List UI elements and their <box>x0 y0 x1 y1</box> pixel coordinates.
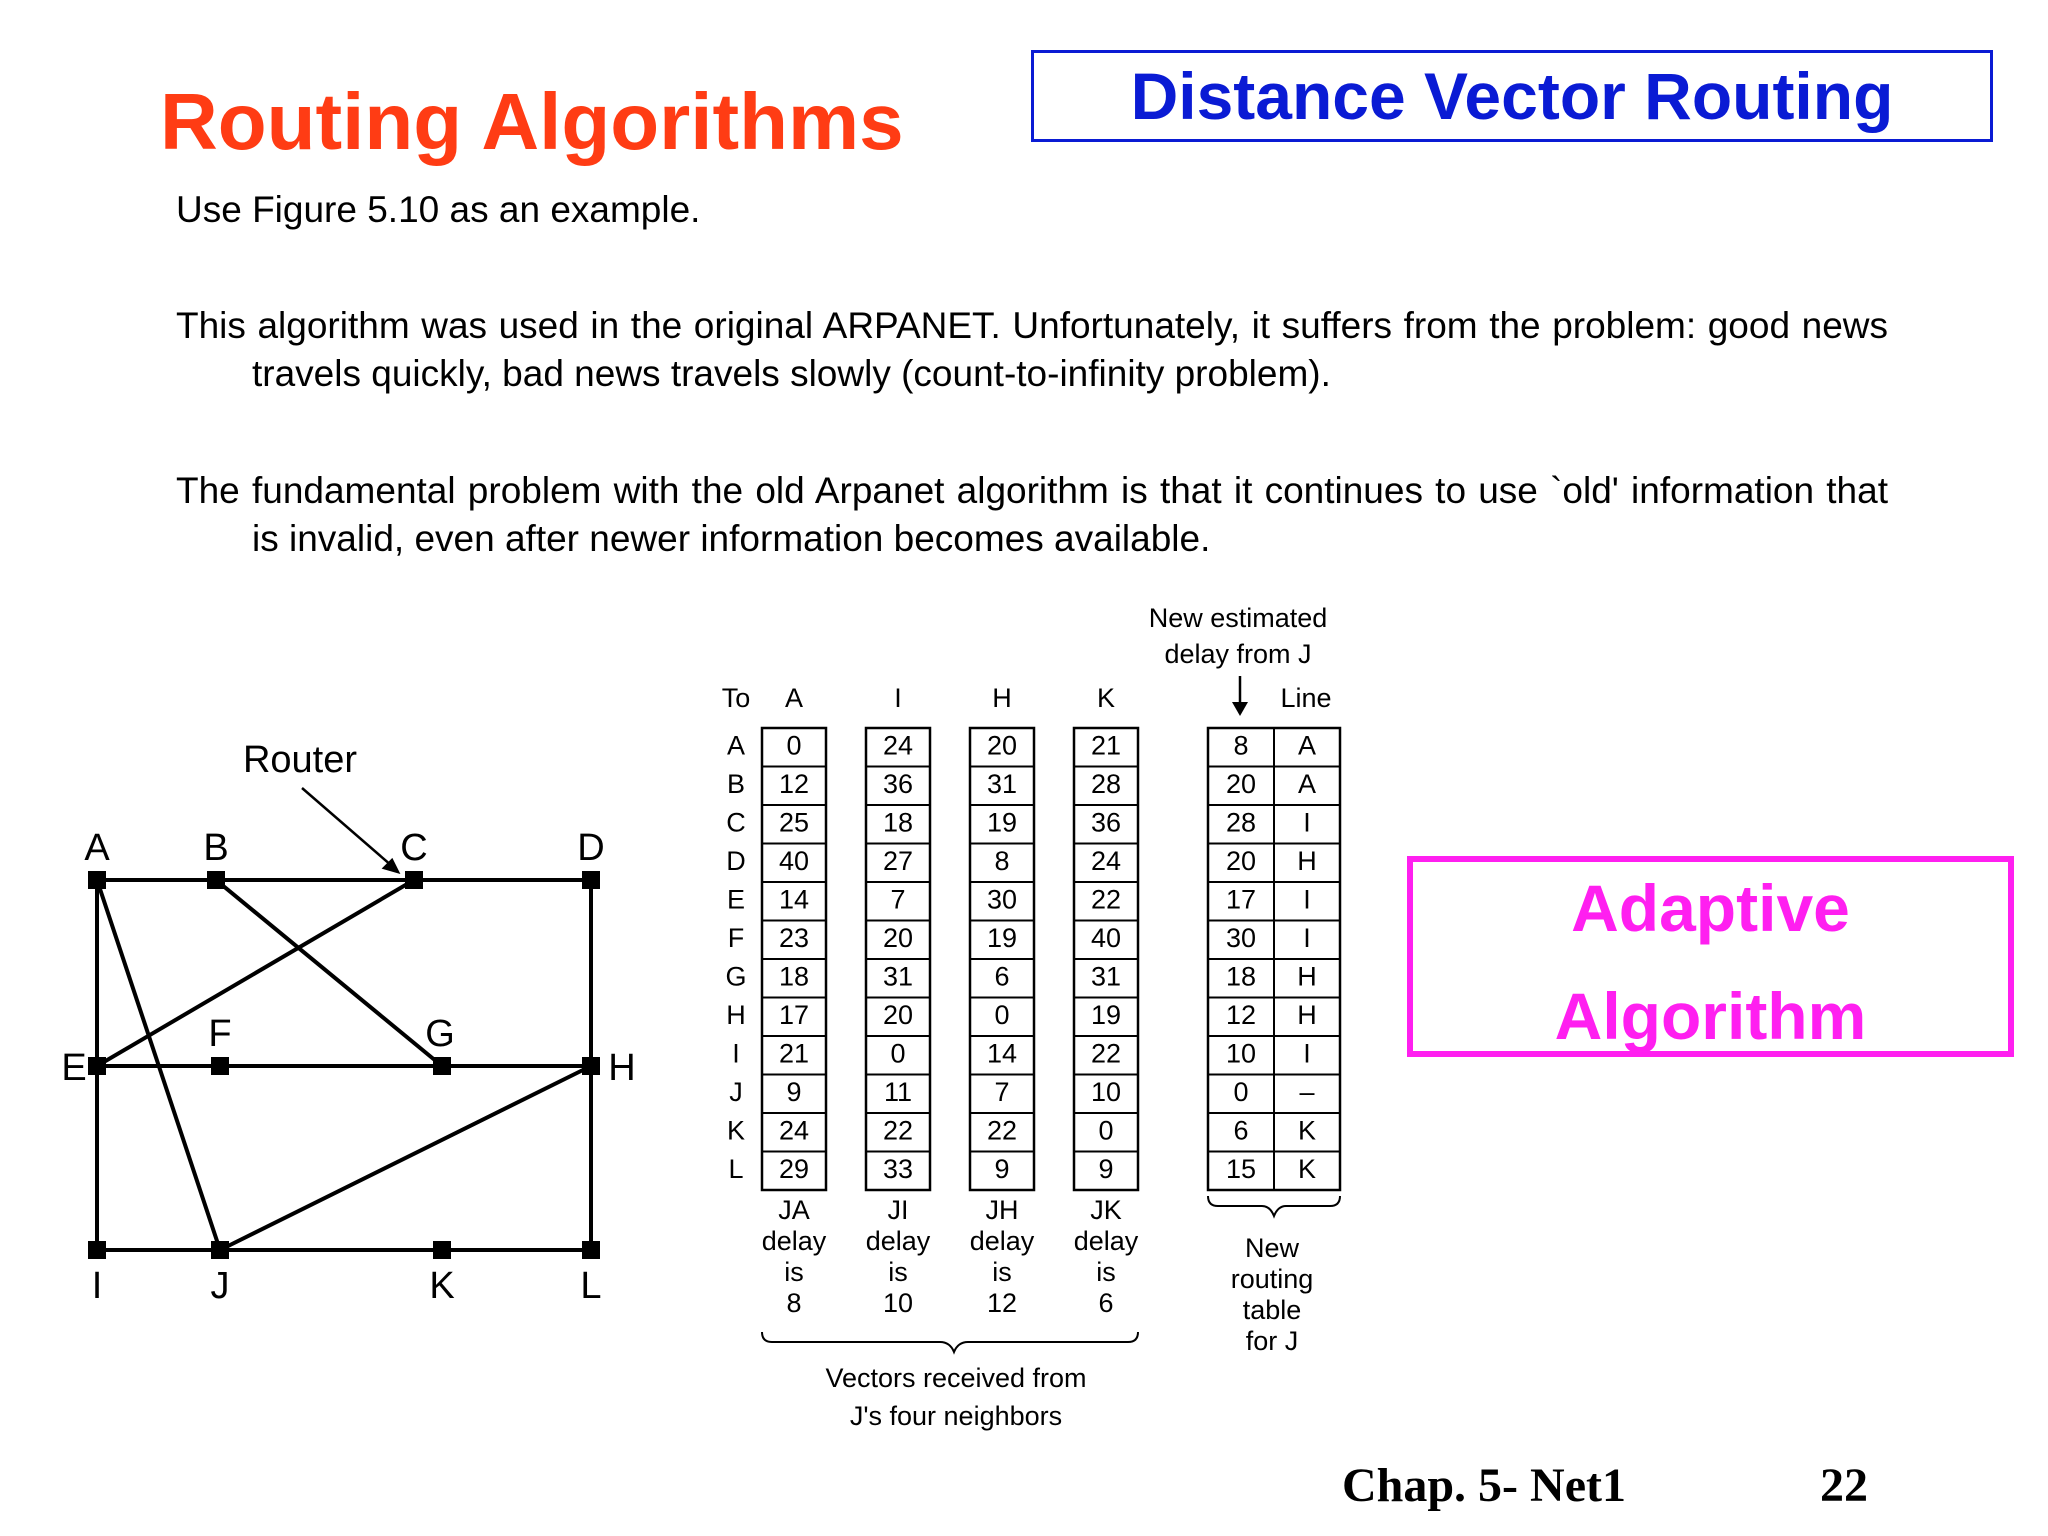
neighbor-header: H <box>992 683 1012 714</box>
vectors-caption: J's four neighbors <box>849 1401 1063 1432</box>
vector-cell: 25 <box>778 807 810 838</box>
vector-cell: 0 <box>994 999 1010 1030</box>
neighbor-delay-caption: 12 <box>986 1288 1018 1319</box>
vector-cell: 7 <box>890 884 906 915</box>
destination-label: H <box>726 999 746 1030</box>
destination-label: F <box>727 922 745 953</box>
node-h <box>582 1057 600 1075</box>
new-line-cell: H <box>1297 999 1317 1030</box>
new-table-caption: New <box>1244 1233 1300 1264</box>
new-line-cell: I <box>1303 884 1311 915</box>
vector-cell: 19 <box>986 807 1018 838</box>
destination-label: J <box>729 1076 743 1107</box>
new-line-cell: K <box>1297 1115 1317 1146</box>
vector-cell: 17 <box>778 999 810 1030</box>
vector-cell: 11 <box>883 1076 913 1107</box>
destination-label: B <box>726 768 746 799</box>
neighbor-delay-caption: is <box>992 1257 1012 1288</box>
vector-cell: 27 <box>882 845 914 876</box>
node-label-a: A <box>84 827 110 869</box>
vector-cell: 29 <box>778 1153 810 1184</box>
vector-cell: 12 <box>778 768 810 799</box>
vector-cell: 9 <box>1098 1153 1114 1184</box>
new-delay-header: New estimated <box>1148 603 1328 634</box>
adaptive-line-1: Adaptive <box>1571 871 1850 945</box>
new-delay-cell: 6 <box>1233 1115 1249 1146</box>
node-e <box>88 1057 106 1075</box>
destination-label: I <box>732 1038 740 1069</box>
vector-cell: 33 <box>882 1153 914 1184</box>
new-delay-cell: 10 <box>1225 1038 1257 1069</box>
new-delay-cell: 15 <box>1225 1153 1257 1184</box>
router-arrow-line <box>302 788 392 866</box>
node-label-f: F <box>208 1013 232 1055</box>
node-d <box>582 871 600 889</box>
destination-label: D <box>726 845 746 876</box>
neighbor-delay-caption: 10 <box>882 1288 914 1319</box>
neighbor-delay-caption: 6 <box>1098 1288 1114 1319</box>
vector-cell: 14 <box>986 1038 1018 1069</box>
new-delay-cell: 30 <box>1225 922 1257 953</box>
paragraph-arpanet: This algorithm was used in the original ARPANET. Unfortunately, it suffers from the problem: good news travels quickly, bad news travels slowly (count-to-infinity problem). <box>176 305 1888 394</box>
vector-cell: 8 <box>994 845 1010 876</box>
vector-cell: 20 <box>882 922 914 953</box>
vector-cell: 28 <box>1090 768 1122 799</box>
neighbor-delay-caption: JH <box>985 1195 1019 1226</box>
line-header: Line <box>1280 683 1332 714</box>
vector-cell: 0 <box>1098 1115 1114 1146</box>
vector-cell: 0 <box>786 730 802 761</box>
new-delay-arrowhead <box>1232 702 1248 716</box>
vector-cell: 9 <box>786 1076 802 1107</box>
node-label-d: D <box>577 827 605 869</box>
vector-cell: 24 <box>778 1115 810 1146</box>
node-label-g: G <box>425 1013 455 1055</box>
node-j <box>211 1241 229 1259</box>
new-delay-cell: 20 <box>1225 845 1257 876</box>
vector-cell: 22 <box>1090 884 1122 915</box>
destination-label: G <box>725 961 747 992</box>
node-label-c: C <box>400 827 428 869</box>
node-a <box>88 871 106 889</box>
footer-chapter: Chap. 5- Net1 <box>1342 1459 1626 1512</box>
link-c-e <box>97 880 414 1066</box>
new-delay-cell: 28 <box>1225 807 1257 838</box>
vector-cell: 23 <box>778 922 810 953</box>
destination-label: L <box>728 1153 744 1184</box>
vector-tables <box>722 603 1340 1431</box>
node-label-e: E <box>61 1047 87 1089</box>
vector-cell: 22 <box>882 1115 914 1146</box>
vector-cell: 19 <box>986 922 1018 953</box>
vector-cell: 36 <box>882 768 914 799</box>
neighbor-header: A <box>784 683 804 714</box>
vector-cell: 40 <box>1090 922 1122 953</box>
vector-cell: 10 <box>1090 1076 1122 1107</box>
neighbor-header: K <box>1096 683 1116 714</box>
neighbor-delay-caption: is <box>784 1257 804 1288</box>
adaptive-line-2: Algorithm <box>1554 979 1867 1053</box>
new-line-cell: H <box>1297 845 1317 876</box>
node-label-l: L <box>580 1265 602 1307</box>
node-b <box>207 871 225 889</box>
vector-cell: 31 <box>882 961 914 992</box>
vector-cell: 14 <box>778 884 810 915</box>
new-line-cell: I <box>1303 922 1311 953</box>
vector-cell: 22 <box>986 1115 1018 1146</box>
node-label-j: J <box>210 1265 230 1307</box>
neighbor-delay-caption: 8 <box>786 1288 802 1319</box>
vector-cell: 20 <box>986 730 1018 761</box>
new-table-caption: routing <box>1230 1264 1314 1295</box>
topic-heading: Distance Vector Routing <box>1130 59 1894 133</box>
new-line-cell: A <box>1297 730 1317 761</box>
node-k <box>433 1241 451 1259</box>
destination-label: E <box>726 884 746 915</box>
neighbor-delay-caption: JI <box>887 1195 909 1226</box>
node-c <box>405 871 423 889</box>
vector-cell: 22 <box>1090 1038 1122 1069</box>
page-number: 22 <box>1820 1459 1868 1512</box>
neighbor-delay-caption: delay <box>761 1226 827 1257</box>
adaptive-callout <box>1407 856 2014 1057</box>
vector-cell: 31 <box>1090 961 1122 992</box>
node-i <box>88 1241 106 1259</box>
vector-cell: 18 <box>778 961 810 992</box>
vectors-caption: Vectors received from <box>825 1363 1087 1394</box>
vector-cell: 21 <box>778 1038 810 1069</box>
neighbor-delay-caption: JK <box>1090 1195 1122 1226</box>
vector-cell: 20 <box>882 999 914 1030</box>
vector-cell: 30 <box>986 884 1018 915</box>
vector-cell: 24 <box>882 730 914 761</box>
neighbor-delay-caption: JA <box>778 1195 810 1226</box>
link-h-j <box>220 1066 591 1250</box>
network-diagram <box>97 880 591 1250</box>
new-line-cell: A <box>1297 768 1317 799</box>
neighbor-delay-caption: delay <box>969 1226 1035 1257</box>
router-pointer <box>302 788 398 872</box>
new-line-cell: – <box>1299 1076 1315 1107</box>
vector-cell: 36 <box>1090 807 1122 838</box>
neighbor-delay-caption: delay <box>865 1226 931 1257</box>
new-table-caption: for J <box>1245 1326 1299 1357</box>
destination-label: A <box>726 730 746 761</box>
vector-cell: 7 <box>994 1076 1010 1107</box>
node-label-k: K <box>429 1265 455 1307</box>
vector-cell: 18 <box>882 807 914 838</box>
vector-cell: 31 <box>986 768 1018 799</box>
neighbor-delay-caption: is <box>888 1257 908 1288</box>
new-table-caption: table <box>1242 1295 1302 1326</box>
neighbor-delay-caption: delay <box>1073 1226 1139 1257</box>
to-label: To <box>721 683 751 714</box>
destination-label: K <box>726 1115 746 1146</box>
vector-cell: 9 <box>994 1153 1010 1184</box>
node-label-i: I <box>91 1265 103 1307</box>
new-delay-cell: 0 <box>1233 1076 1249 1107</box>
vector-cell: 21 <box>1090 730 1122 761</box>
node-label-h: H <box>608 1047 636 1089</box>
new-delay-cell: 18 <box>1225 961 1257 992</box>
vector-cell: 24 <box>1090 845 1122 876</box>
new-delay-cell: 8 <box>1233 730 1249 761</box>
slide-title: Routing Algorithms <box>160 77 904 166</box>
link-b-g <box>216 880 442 1066</box>
node-g <box>433 1057 451 1075</box>
vector-cell: 0 <box>890 1038 906 1069</box>
node-l <box>582 1241 600 1259</box>
router-label: Router <box>242 739 358 781</box>
new-line-cell: K <box>1297 1153 1317 1184</box>
vectors-brace <box>762 1332 1138 1352</box>
new-line-cell: I <box>1303 1038 1311 1069</box>
new-delay-cell: 12 <box>1225 999 1257 1030</box>
paragraph-old-information: The fundamental problem with the old Arpanet algorithm is that it continues to use `old' information that is invalid, even after newer information becomes available. <box>176 470 1888 559</box>
neighbor-delay-caption: is <box>1096 1257 1116 1288</box>
new-line-cell: I <box>1303 807 1311 838</box>
vector-cell: 6 <box>994 961 1010 992</box>
node-f <box>211 1057 229 1075</box>
destination-label: C <box>726 807 746 838</box>
intro-text: Use Figure 5.10 as an example. <box>176 189 701 230</box>
new-table-brace <box>1208 1196 1340 1216</box>
new-delay-cell: 20 <box>1225 768 1257 799</box>
new-line-cell: H <box>1297 961 1317 992</box>
node-label-b: B <box>203 827 229 869</box>
vector-cell: 19 <box>1090 999 1122 1030</box>
new-delay-header: delay from J <box>1164 639 1312 670</box>
new-delay-cell: 17 <box>1225 884 1257 915</box>
neighbor-header: I <box>894 683 902 714</box>
vector-cell: 40 <box>778 845 810 876</box>
